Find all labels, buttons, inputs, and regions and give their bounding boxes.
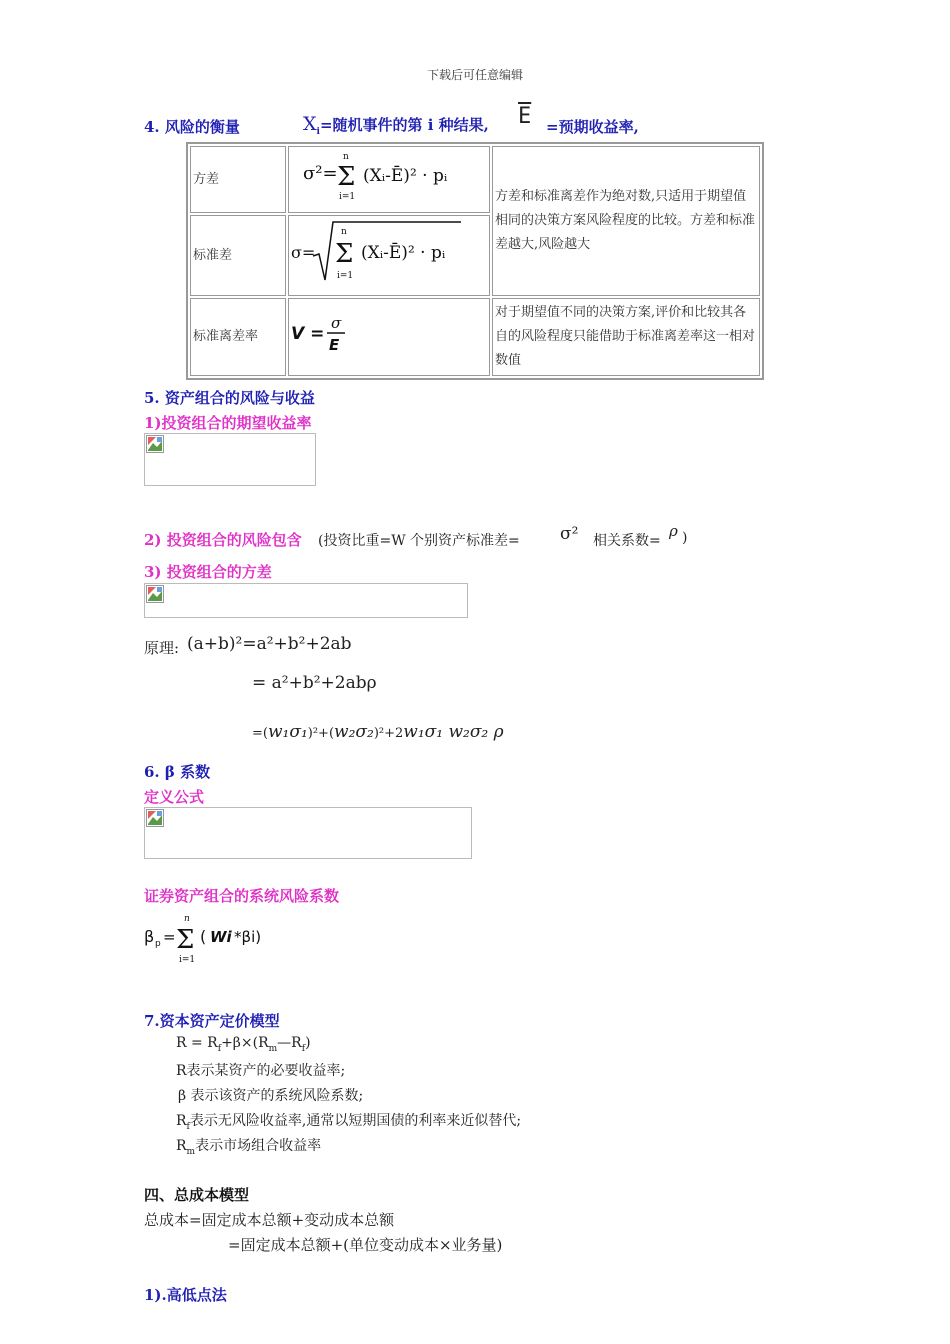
portfolio-beta-formula (144, 912, 294, 968)
cv-formula (288, 298, 490, 376)
line3-mid: )²+( (307, 726, 335, 741)
svg-text:n: n (184, 914, 190, 924)
expected-return-image (144, 433, 316, 486)
e-desc: =预期收益率, (546, 118, 639, 136)
cv-formula-svg (291, 308, 371, 358)
total-cost-line2: =固定成本总额+(单位变动成本×业务量) (228, 1236, 503, 1254)
xi-symbol: X (303, 113, 317, 135)
svg-text:σ=: σ= (291, 243, 316, 262)
svg-text:(: ( (200, 927, 207, 946)
capm-formula: $R = R_f+\beta\times(R_m—R_f)$ (176, 1035, 311, 1054)
svg-text:σ: σ (331, 313, 342, 332)
xi-sub: i (316, 127, 320, 137)
s5-sub2-end: ) (682, 530, 688, 546)
svg-text:i=1: i=1 (179, 955, 196, 965)
s6-sub1: 定义公式 (144, 788, 205, 806)
stddev-formula-svg (291, 218, 481, 284)
section-4-title: 4. 风险的衡量 (144, 118, 240, 136)
svg-text:σ²=: σ²= (303, 163, 338, 184)
variance-formula-svg (291, 149, 481, 201)
principle-line3 (252, 722, 504, 742)
svg-text:Σ: Σ (337, 162, 356, 192)
variance-formula (288, 146, 490, 213)
s6-sub2: 证券资产组合的系统风险系数 (144, 887, 340, 905)
broken-image-icon (146, 435, 164, 453)
line3-w1s1: w₁σ₁ (267, 722, 308, 742)
xi-desc: =随机事件的第 i 种结果, (319, 116, 489, 134)
svg-text:p: p (155, 939, 161, 949)
svg-text:β: β (144, 927, 155, 946)
line3-cross: w₁σ₁ w₂σ₂ ρ (403, 722, 504, 742)
sigma-squared-symbol: σ² (560, 524, 579, 544)
capm-line-rm: $R_m$表示市场组合收益率 (176, 1138, 322, 1157)
svg-text:Σ: Σ (335, 239, 354, 269)
xi-definition (303, 113, 489, 137)
svg-text:i=1: i=1 (337, 271, 354, 281)
page-header: 下载后可任意编辑 (426, 68, 523, 82)
row-variance-name: 方差 (190, 146, 286, 213)
capm-line-beta: β 表示该资产的系统风险系数; (178, 1088, 364, 1104)
section-5-title: 5. 资产组合的风险与收益 (144, 389, 315, 407)
svg-text:Σ: Σ (176, 925, 195, 955)
svg-text:(Xᵢ-Ē)² · pᵢ: (Xᵢ-Ē)² · pᵢ (361, 243, 446, 263)
total-cost-line1: 总成本=固定成本总额+变动成本总额 (144, 1211, 395, 1229)
svg-text:V =: V = (291, 323, 325, 344)
svg-text:i=1: i=1 (339, 192, 356, 201)
high-low-method-title: 1).高低点法 (144, 1286, 227, 1304)
principle-line2: = a²+b²+2abρ (252, 673, 377, 693)
svg-text:n: n (343, 152, 349, 162)
s5-sub2-tail: (投资比重=W 个别资产标准差= (318, 533, 520, 549)
svg-text:Wi: Wi (210, 928, 232, 946)
capm-line-r: R表示某资产的必要收益率; (176, 1063, 346, 1079)
risk-measure-table (186, 142, 764, 380)
row-stddev-name: 标准差 (190, 215, 286, 296)
principle-line1: (a+b)²=a²+b²+2ab (187, 634, 352, 654)
beta-definition-image (144, 807, 472, 859)
s5-sub2: 2) 投资组合的风险包含 (144, 531, 302, 549)
line3-prefix: =( (252, 726, 268, 741)
section-total-cost-title: 四、总成本模型 (144, 1186, 250, 1204)
rho-symbol: ρ (669, 522, 678, 540)
e-bar-symbol: $\overline{E}$ (518, 104, 532, 129)
line3-w2s2: w₂σ₂ (334, 722, 374, 742)
s5-sub2-corr: 相关系数= (593, 533, 661, 549)
principle-label: 原理: (144, 639, 180, 657)
section-6-title: 6. β 系数 (144, 763, 211, 781)
note-cv: 对于期望值不同的决策方案,评价和比较其各自的风险程度只能借助于标准离差率这一相对数值 (492, 298, 760, 376)
svg-text:(Xᵢ-Ē)² · pᵢ: (Xᵢ-Ē)² · pᵢ (363, 166, 448, 186)
note-variance: 方差和标准离差作为绝对数,只适用于期望值相同的决策方案风险程度的比较。方差和标准差越大,风险越大 (492, 146, 760, 296)
svg-text:E: E (329, 335, 340, 354)
stddev-formula (288, 215, 490, 296)
svg-text:n: n (341, 227, 347, 237)
s5-sub3: 3) 投资组合的方差 (144, 563, 272, 581)
svg-text:*βi): *βi) (234, 928, 262, 946)
section-7-title: 7.资本资产定价模型 (144, 1012, 280, 1030)
s5-sub1: 1)投资组合的期望收益率 (144, 414, 312, 432)
capm-line-rf: $R_f$表示无风险收益率,通常以短期国债的利率来近似替代; (176, 1113, 522, 1132)
portfolio-variance-image (144, 583, 468, 618)
row-cv-name: 标准离差率 (190, 298, 286, 376)
broken-image-icon (146, 809, 164, 827)
svg-text:=: = (163, 928, 176, 946)
line3-mid2: )²+2 (373, 726, 404, 741)
broken-image-icon (146, 585, 164, 603)
